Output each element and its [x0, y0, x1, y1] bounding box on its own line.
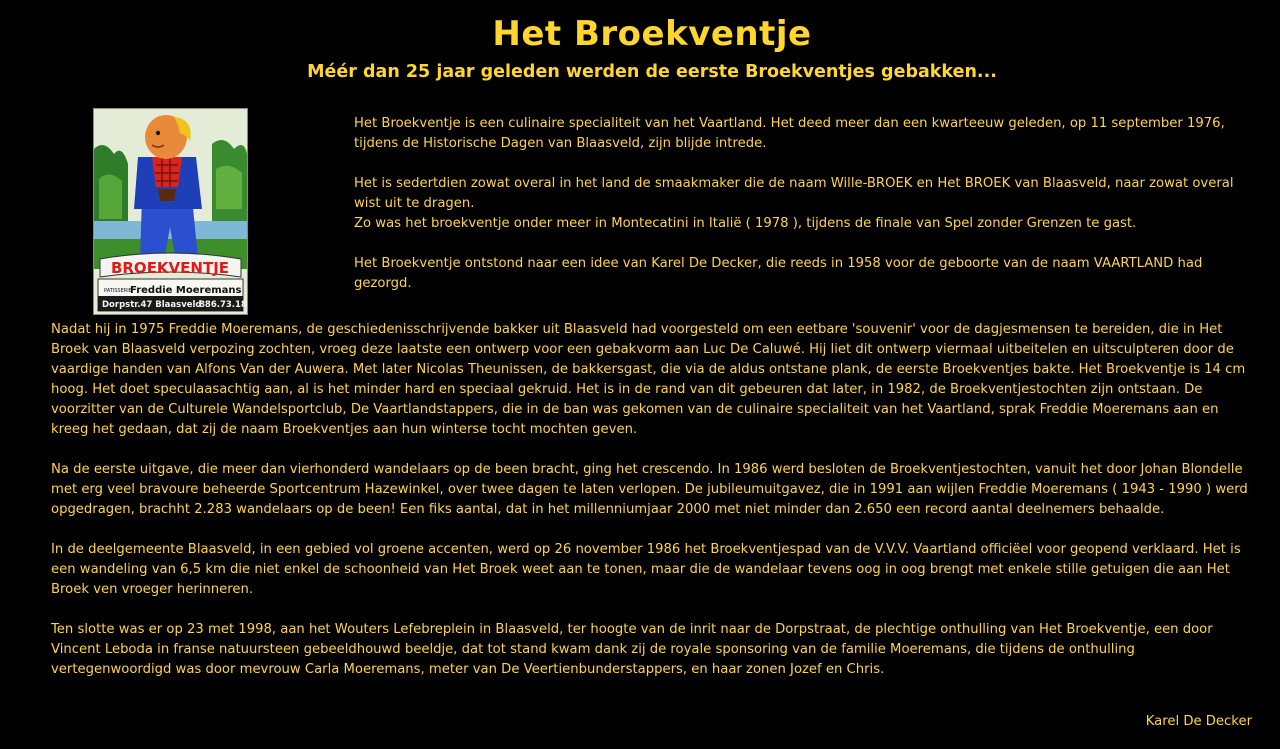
- article-paragraph: In de deelgemeente Blaasveld, in een gebied vol groene accenten, werd op 26 november 1986 het Broekventjespad van de V.V.V. Vaartland officiëel voor geopend verklaard. Het is een wandeling van 6,5 km die niet enkel de schoonheid van Het Broek weet aan te tonen, maar die de wandelaar tevens oog in oog brengt met enkele stille getuigen die aan Het Broek ven vroeger herinneren.: [51, 542, 1241, 597]
- poster-address: Dorpstr.47 Blaasveld: [102, 300, 202, 310]
- article-paragraph: Ten slotte was er op 23 met 1998, aan het Wouters Lefebreplein in Blaasveld, ter hoogte van de inrit naar de Dorpstraat, de plechtige onthulling van Het Broekventje, een door Vincent Leboda in franse natuursteen gebeeldhouwd beeldje, dat tot stand kwam dank zij de royale sponsoring van de familie Moeremans, die tijdens de onthulling vertegenwoordigd was door mevrouw Carla Moeremans, meter van De Veertienbunderstappers, en haar zonen Jozef en Chris.: [51, 622, 1213, 677]
- poster-shop-name: Freddie Moeremans: [130, 285, 242, 296]
- page-subtitle: Méér dan 25 jaar geleden werden de eerste Broekventjes gebakken...: [307, 62, 997, 82]
- page-title: Het Broekventje: [492, 14, 812, 54]
- intro-paragraph: Zo was het broekventje onder meer in Montecatini in Italië ( 1978 ), tijdens de finale van Spel zonder Grenzen te gast.: [354, 216, 1137, 231]
- intro-paragraph: Het is sedertdien zowat overal in het land de smaakmaker die de naam Wille-BROEK en Het BROEK van Blaasveld, naar zowat overal wist uit te dragen.: [354, 176, 1234, 211]
- broekventje-poster-image: [93, 108, 248, 315]
- intro-paragraph: Het Broekventje ontstond naar een idee van Karel De Decker, die reeds in 1958 voor de geboorte van de naam VAARTLAND had gezorgd.: [354, 256, 1203, 291]
- author-signature: Karel De Decker: [1145, 714, 1252, 729]
- article-paragraph: Nadat hij in 1975 Freddie Moeremans, de geschiedenisschrijvende bakker uit Blaasveld had voorgesteld om een eetbare 'souvenir' voor de dagjesmensen te bereiden, die in Het Broek van Blaasveld verpozing zochten, vroeg deze laatste een ontwerp voor een gebakvorm aan Luc De Caluwé. Hij liet dit ontwerp viermaal uitbeitelen en uitsculpteren door de vaardige handen van Alfons Van der Auwera. Met later Nicolas Theunissen, de bakkersgast, die via de aldus ontstane plank, de eerste Broekventjes bakte. Het Broekventje is 14 cm hoog. Het doet speculaasachtig aan, al is het minder hard en speciaal gekruid. Het is in de rand van dit gebeuren dat later, in 1982, de Broekventjestochten zijn ontstaan. De voorzitter van de Culturele Wandelsportclub, De Vaartlandstappers, die in de ban was gekomen van de culinaire specialiteit van het Vaartland, sprak Freddie Moeremans aan en kreeg het gedaan, dat zij de naam Broekventjes aan hun winterse tocht mochten geven.: [51, 322, 1246, 437]
- article-paragraph: Na de eerste uitgave, die meer dan vierhonderd wandelaars op de been bracht, ging het crescendo. In 1986 werd besloten de Broekventjestochten, vanuit het door Johan Blondelle met erg veel bravoure beheerde Sportcentrum Hazewinkel, over twee dagen te laten verlopen. De jubileumuitgavez, die in 1991 aan wijlen Freddie Moeremans ( 1943 - 1990 ) werd opgedragen, brachht 2.283 wandelaars op de been! Een fiks aantal, dat in het millenniumjaar 2000 met niet minder dan 2.650 een record aantal deelnemers behaalde.: [51, 462, 1248, 517]
- main-article: [51, 320, 1259, 700]
- poster-banner-text: BROEKVENTJE: [110, 259, 230, 277]
- intro-text: [354, 114, 1244, 314]
- poster-phone: 886.73.18: [199, 300, 247, 310]
- intro-paragraph: Het Broekventje is een culinaire specialiteit van het Vaartland. Het deed meer dan een kwarteeuw geleden, op 11 september 1976, tijdens de Historische Dagen van Blaasveld, zijn blijde intrede.: [354, 116, 1225, 151]
- poster-patisserie-label: PATISSERIE: [104, 288, 132, 294]
